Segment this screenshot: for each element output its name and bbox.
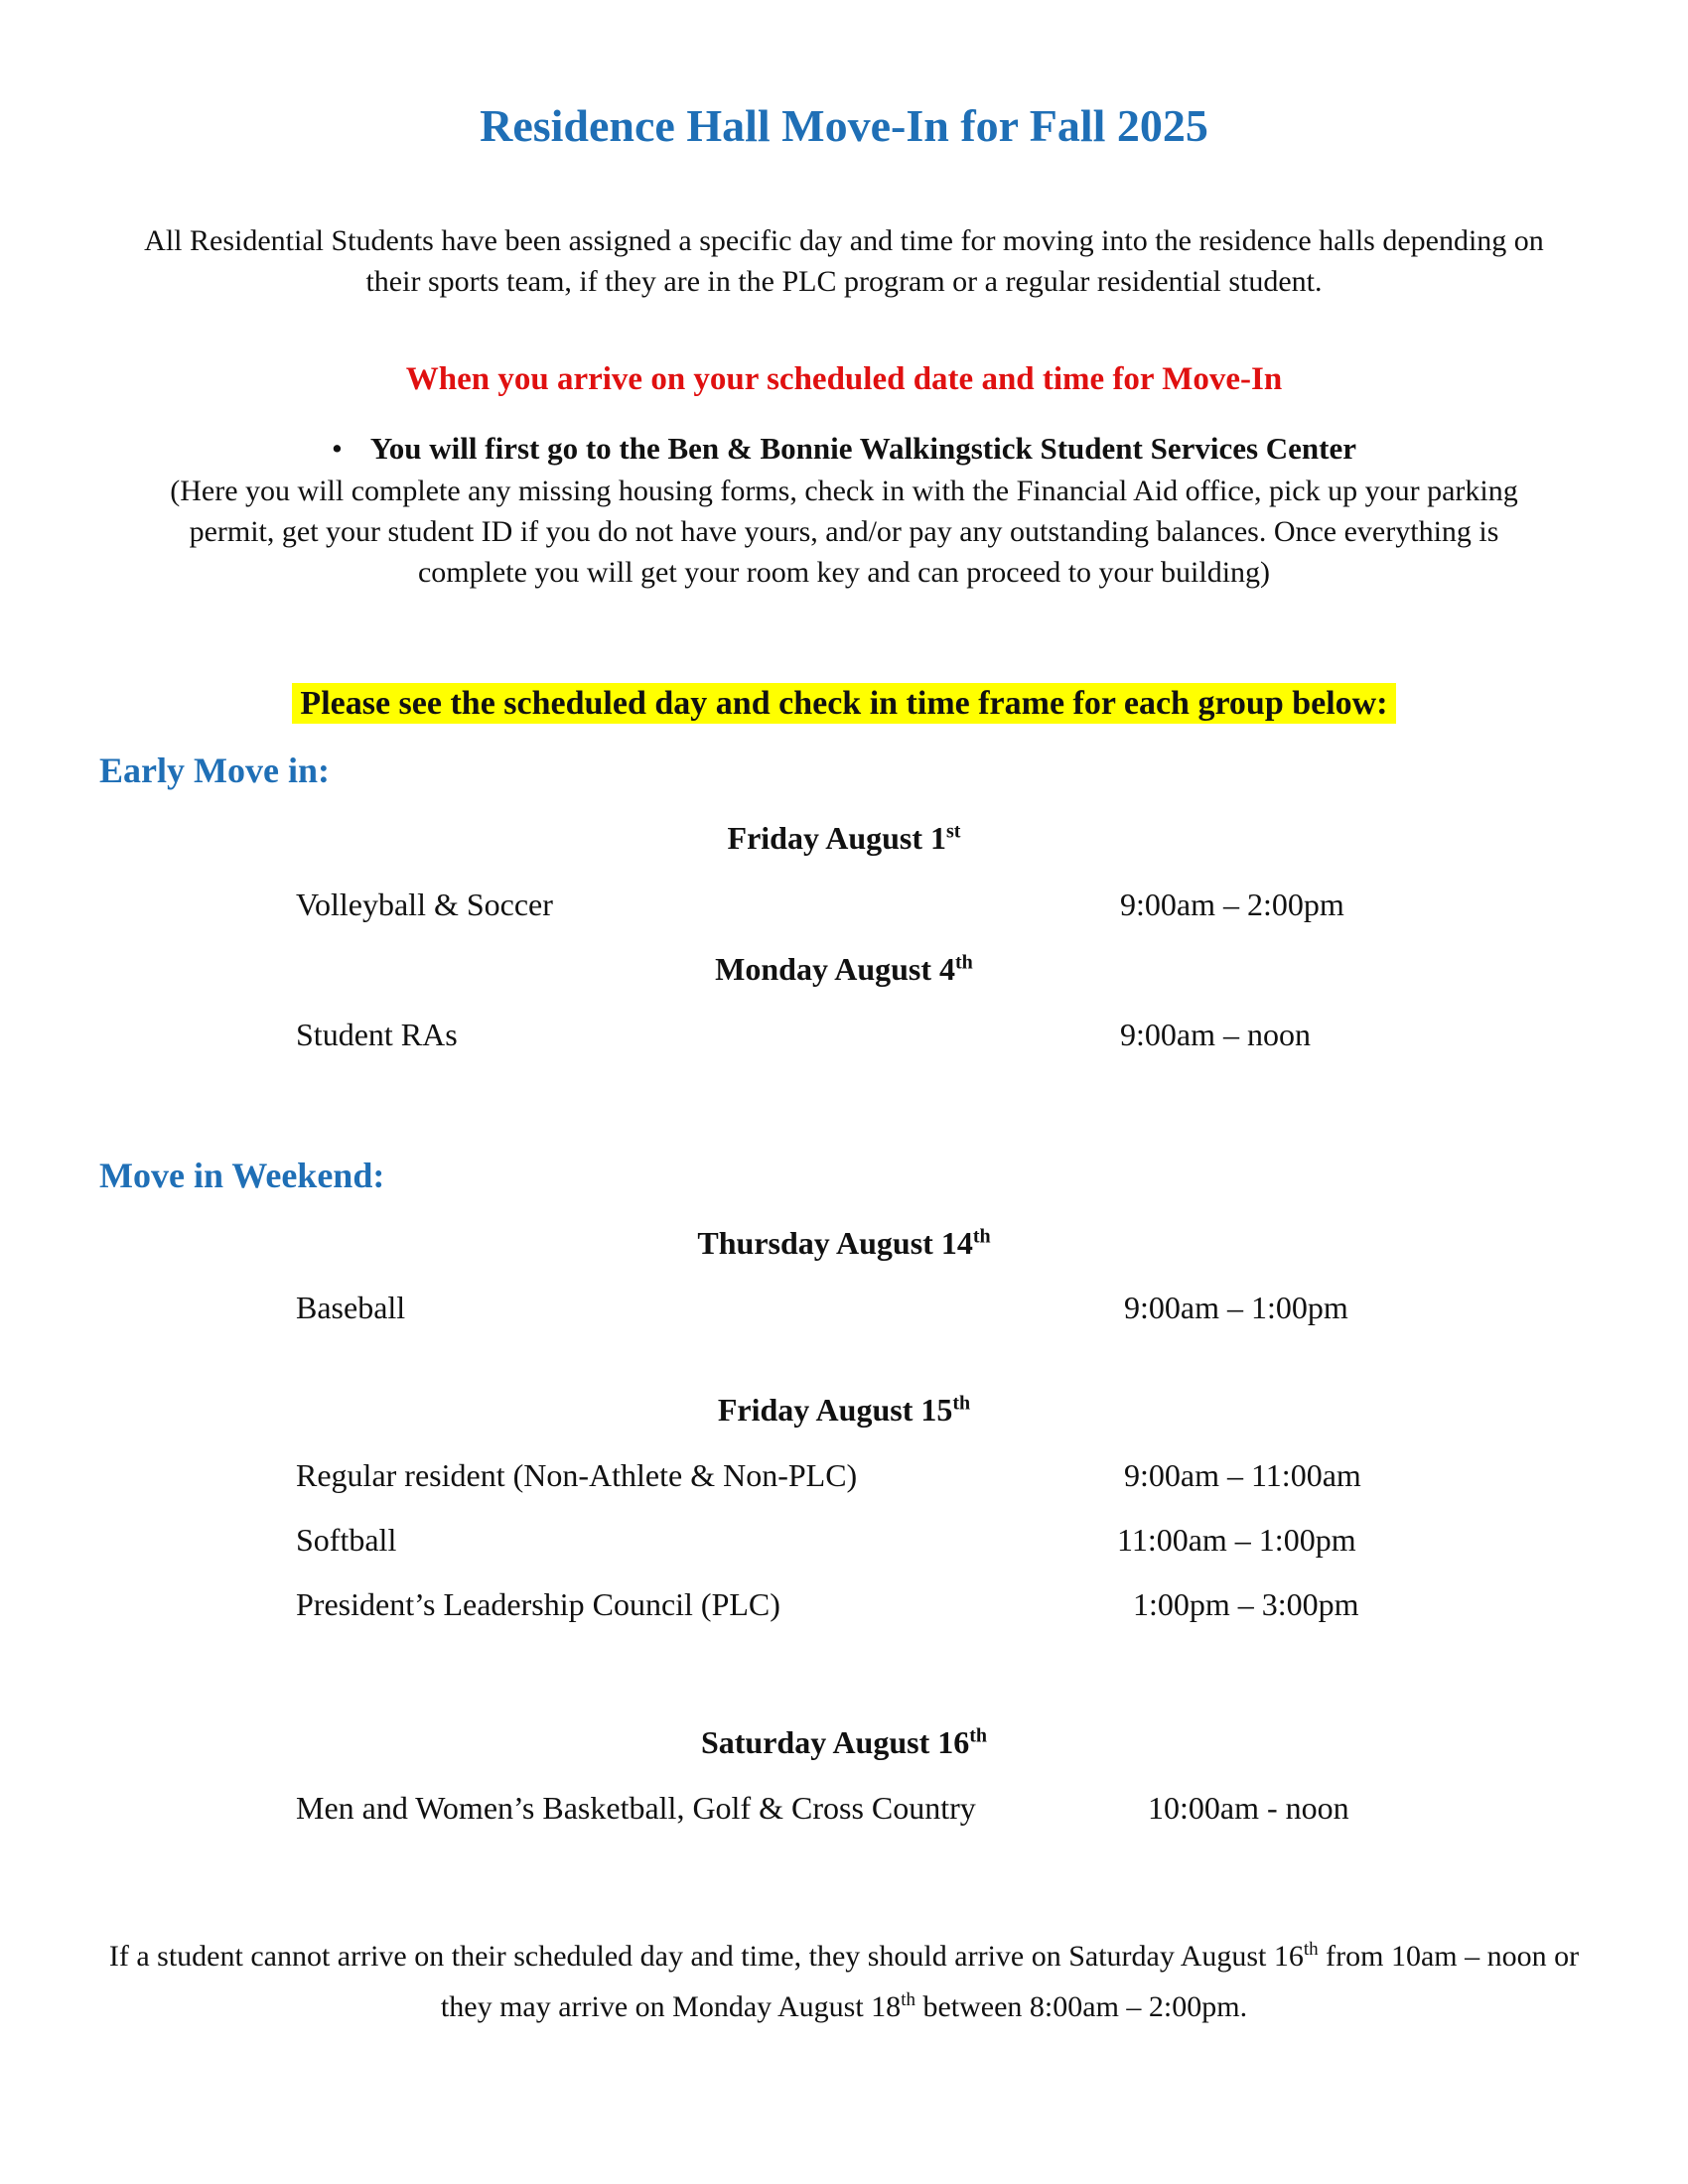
schedule-row (296, 1586, 1388, 1630)
footer-suffix: th (901, 1989, 915, 2010)
schedule-row (296, 1790, 1388, 1834)
schedule-row (296, 1522, 1388, 1566)
time-range: 9:00am – noon (1120, 1017, 1311, 1052)
day-heading (0, 820, 1688, 857)
schedule-row (296, 887, 1388, 930)
footer-text: between 8:00am – 2:00pm. (914, 1990, 1248, 2023)
day-label: Thursday August 14 (697, 1225, 973, 1261)
footer-text: from 10am – noon or they may arrive on Monday August 18 (440, 1940, 1580, 2023)
first-step-text: You will first go to the Ben & Bonnie Walkingstick Student Services Center (369, 431, 1357, 466)
section-heading-early: Early Move in: (99, 751, 330, 790)
group-name: Student RAs (296, 1017, 458, 1052)
day-suffix: th (969, 1724, 988, 1747)
day-label: Monday August 4 (715, 951, 956, 987)
time-range: 9:00am – 2:00pm (1120, 887, 1344, 922)
group-name: Regular resident (Non-Athlete & Non-PLC) (296, 1457, 858, 1493)
day-heading (0, 1225, 1688, 1262)
group-name: Men and Women’s Basketball, Golf & Cross Country (296, 1790, 976, 1826)
bullet-marker: • (331, 431, 343, 466)
time-range: 11:00am – 1:00pm (1117, 1522, 1356, 1558)
day-suffix: th (972, 1225, 991, 1248)
arrival-heading: When you arrive on your scheduled date and time for Move-In (405, 361, 1283, 397)
intro-paragraph: All Residential Students have been assigned a specific day and time for moving into the residence halls depending on their sports team, if they are in the PLC program or a regular residential student. (144, 224, 1544, 298)
footer-note (99, 1928, 1589, 2029)
footer-suffix: th (1303, 1939, 1319, 1960)
time-range: 1:00pm – 3:00pm (1133, 1586, 1359, 1622)
time-range: 9:00am – 11:00am (1124, 1457, 1361, 1493)
schedule-row (296, 1290, 1388, 1333)
time-range: 9:00am – 1:00pm (1124, 1290, 1348, 1325)
page-title: Residence Hall Move-In for Fall 2025 (480, 100, 1208, 151)
day-suffix: st (946, 820, 961, 843)
group-name: President’s Leadership Council (PLC) (296, 1586, 780, 1622)
schedule-row (296, 1017, 1388, 1060)
group-name: Volleyball & Soccer (296, 887, 553, 922)
group-name: Baseball (296, 1290, 406, 1325)
day-label: Friday August 15 (717, 1392, 953, 1428)
schedule-notice: Please see the scheduled day and check in time frame for each group below: (292, 683, 1395, 724)
day-heading (0, 951, 1688, 988)
schedule-notice-line (0, 685, 1688, 723)
day-label: Saturday August 16 (700, 1724, 970, 1760)
section-heading-weekend: Move in Weekend: (99, 1156, 385, 1195)
group-name: Softball (296, 1522, 397, 1558)
schedule-row (296, 1457, 1388, 1501)
day-suffix: th (952, 1392, 971, 1415)
first-step-line (0, 431, 1688, 467)
checkin-note: (Here you will complete any missing housing forms, check in with the Financial Aid office, pick up your parking permit, get your student ID if you do not have yours, and/or pay any outstanding balances. Once everything is complete you will get your room key and can proceed to your building) (170, 475, 1518, 589)
day-heading (0, 1392, 1688, 1429)
time-range: 10:00am - noon (1148, 1790, 1349, 1826)
day-suffix: th (955, 951, 973, 974)
day-heading (0, 1724, 1688, 1761)
day-label: Friday August 1 (727, 820, 947, 856)
footer-text: If a student cannot arrive on their scheduled day and time, they should arrive on Saturday August 16 (108, 1940, 1304, 1973)
